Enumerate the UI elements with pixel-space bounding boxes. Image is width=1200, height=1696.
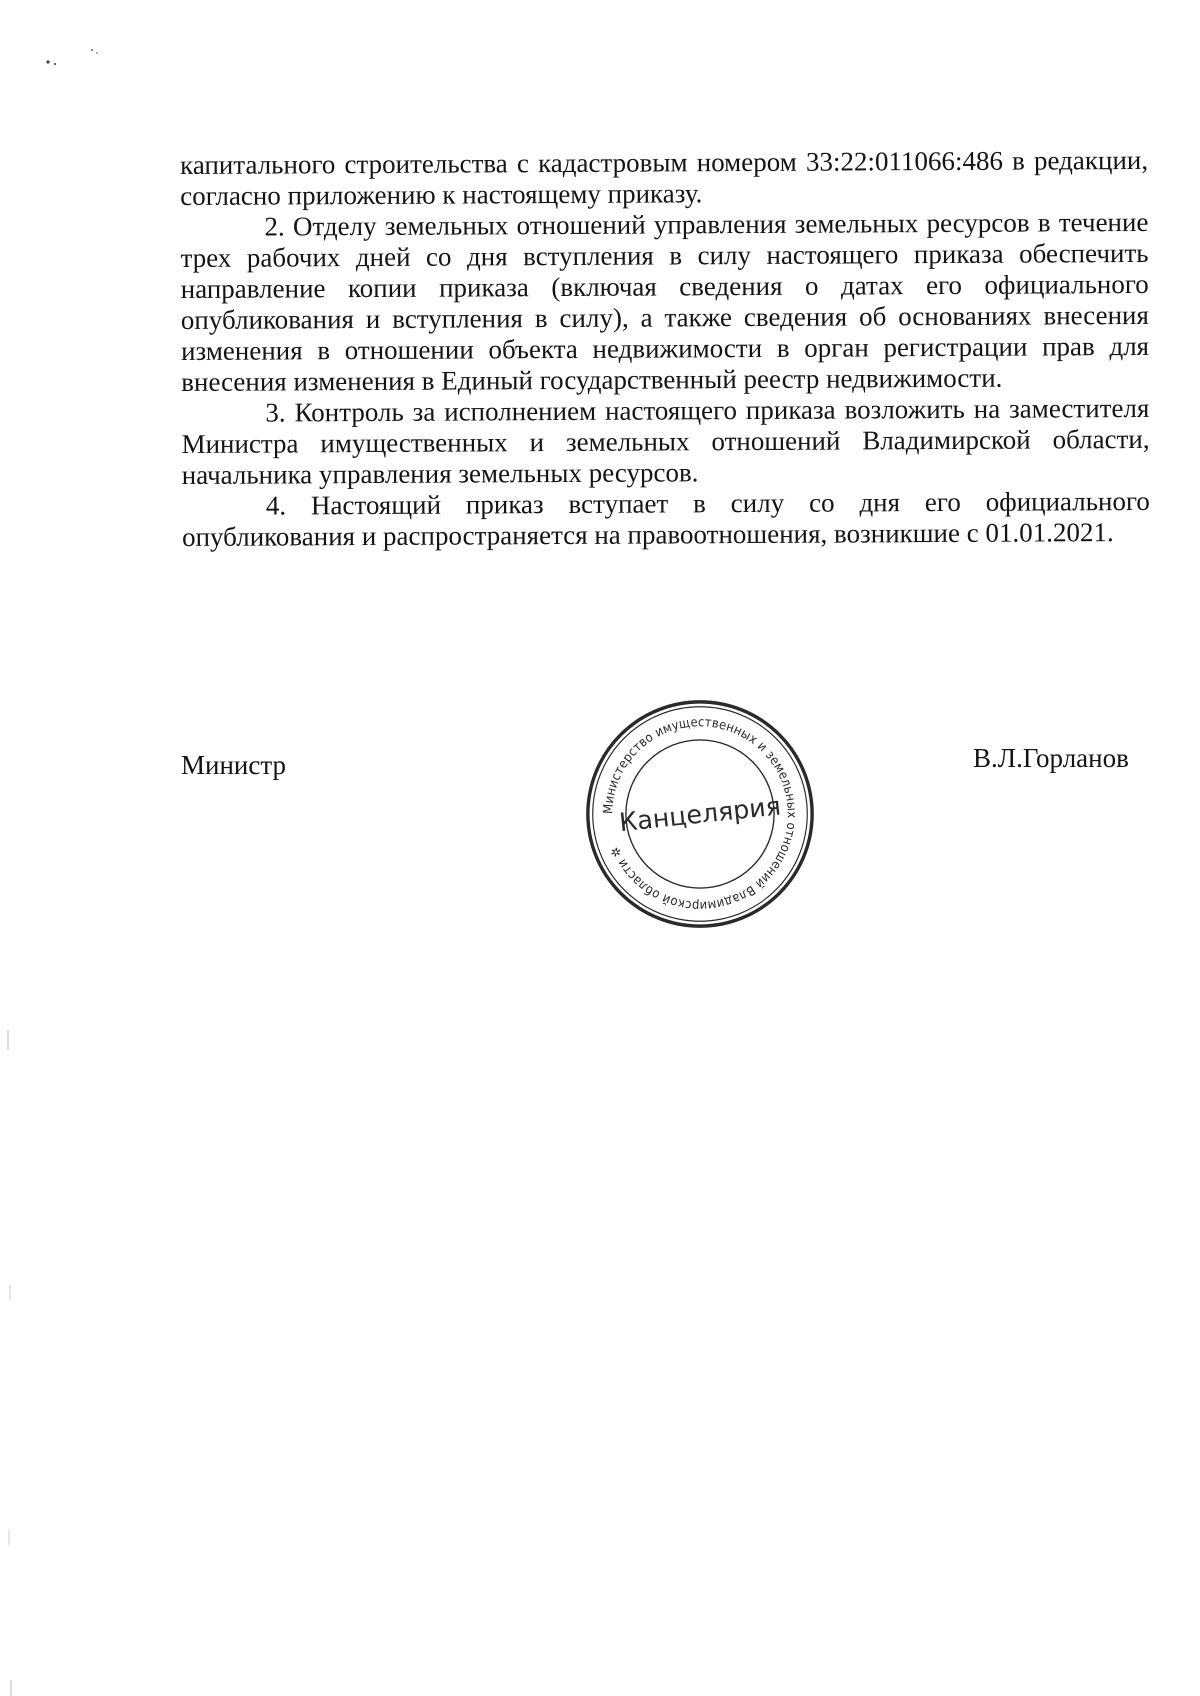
paragraph-continuation: капитального строительства с кадастровым номером 33:22:011066:486 в редакции, согласно приложению к настоящему приказу.: [180, 144, 1149, 211]
stamp-ring-text: Министерство имущественных и земельных отношений Владимирской области ✲: [601, 715, 799, 913]
signatory-name: В.Л.Горланов: [973, 743, 1129, 773]
stamp-seal-icon: [583, 697, 817, 931]
office-stamp: [583, 697, 817, 931]
paragraph-item-3: 3. Контроль за исполнением настоящего приказа возложить на заместителя Министра имущественных и земельных отношений Владимирской области, начальника управления земельных ресурсов.: [181, 392, 1150, 490]
signatory-title: Министр: [181, 750, 286, 780]
paragraph-item-4: 4. Настоящий приказ вступает в силу со дня его официального опубликования и распространяется на правоотношения, возникшие с 01.01.2021.: [181, 485, 1150, 552]
stamp-center-text: Канцелярия: [617, 790, 783, 838]
paragraph-item-2: 2. Отделу земельных отношений управления земельных ресурсов в течение трех рабочих дней со дня вступления в силу настоящего приказа обеспечить направление копии приказа (включая сведения о датах его официального опубликования и вступления в силу), а также сведения об основаниях внесения изменения в отношении объекта недвижимости в орган регистрации прав для внесения изменения в Единый государственный реестр недвижимости.: [180, 206, 1150, 397]
